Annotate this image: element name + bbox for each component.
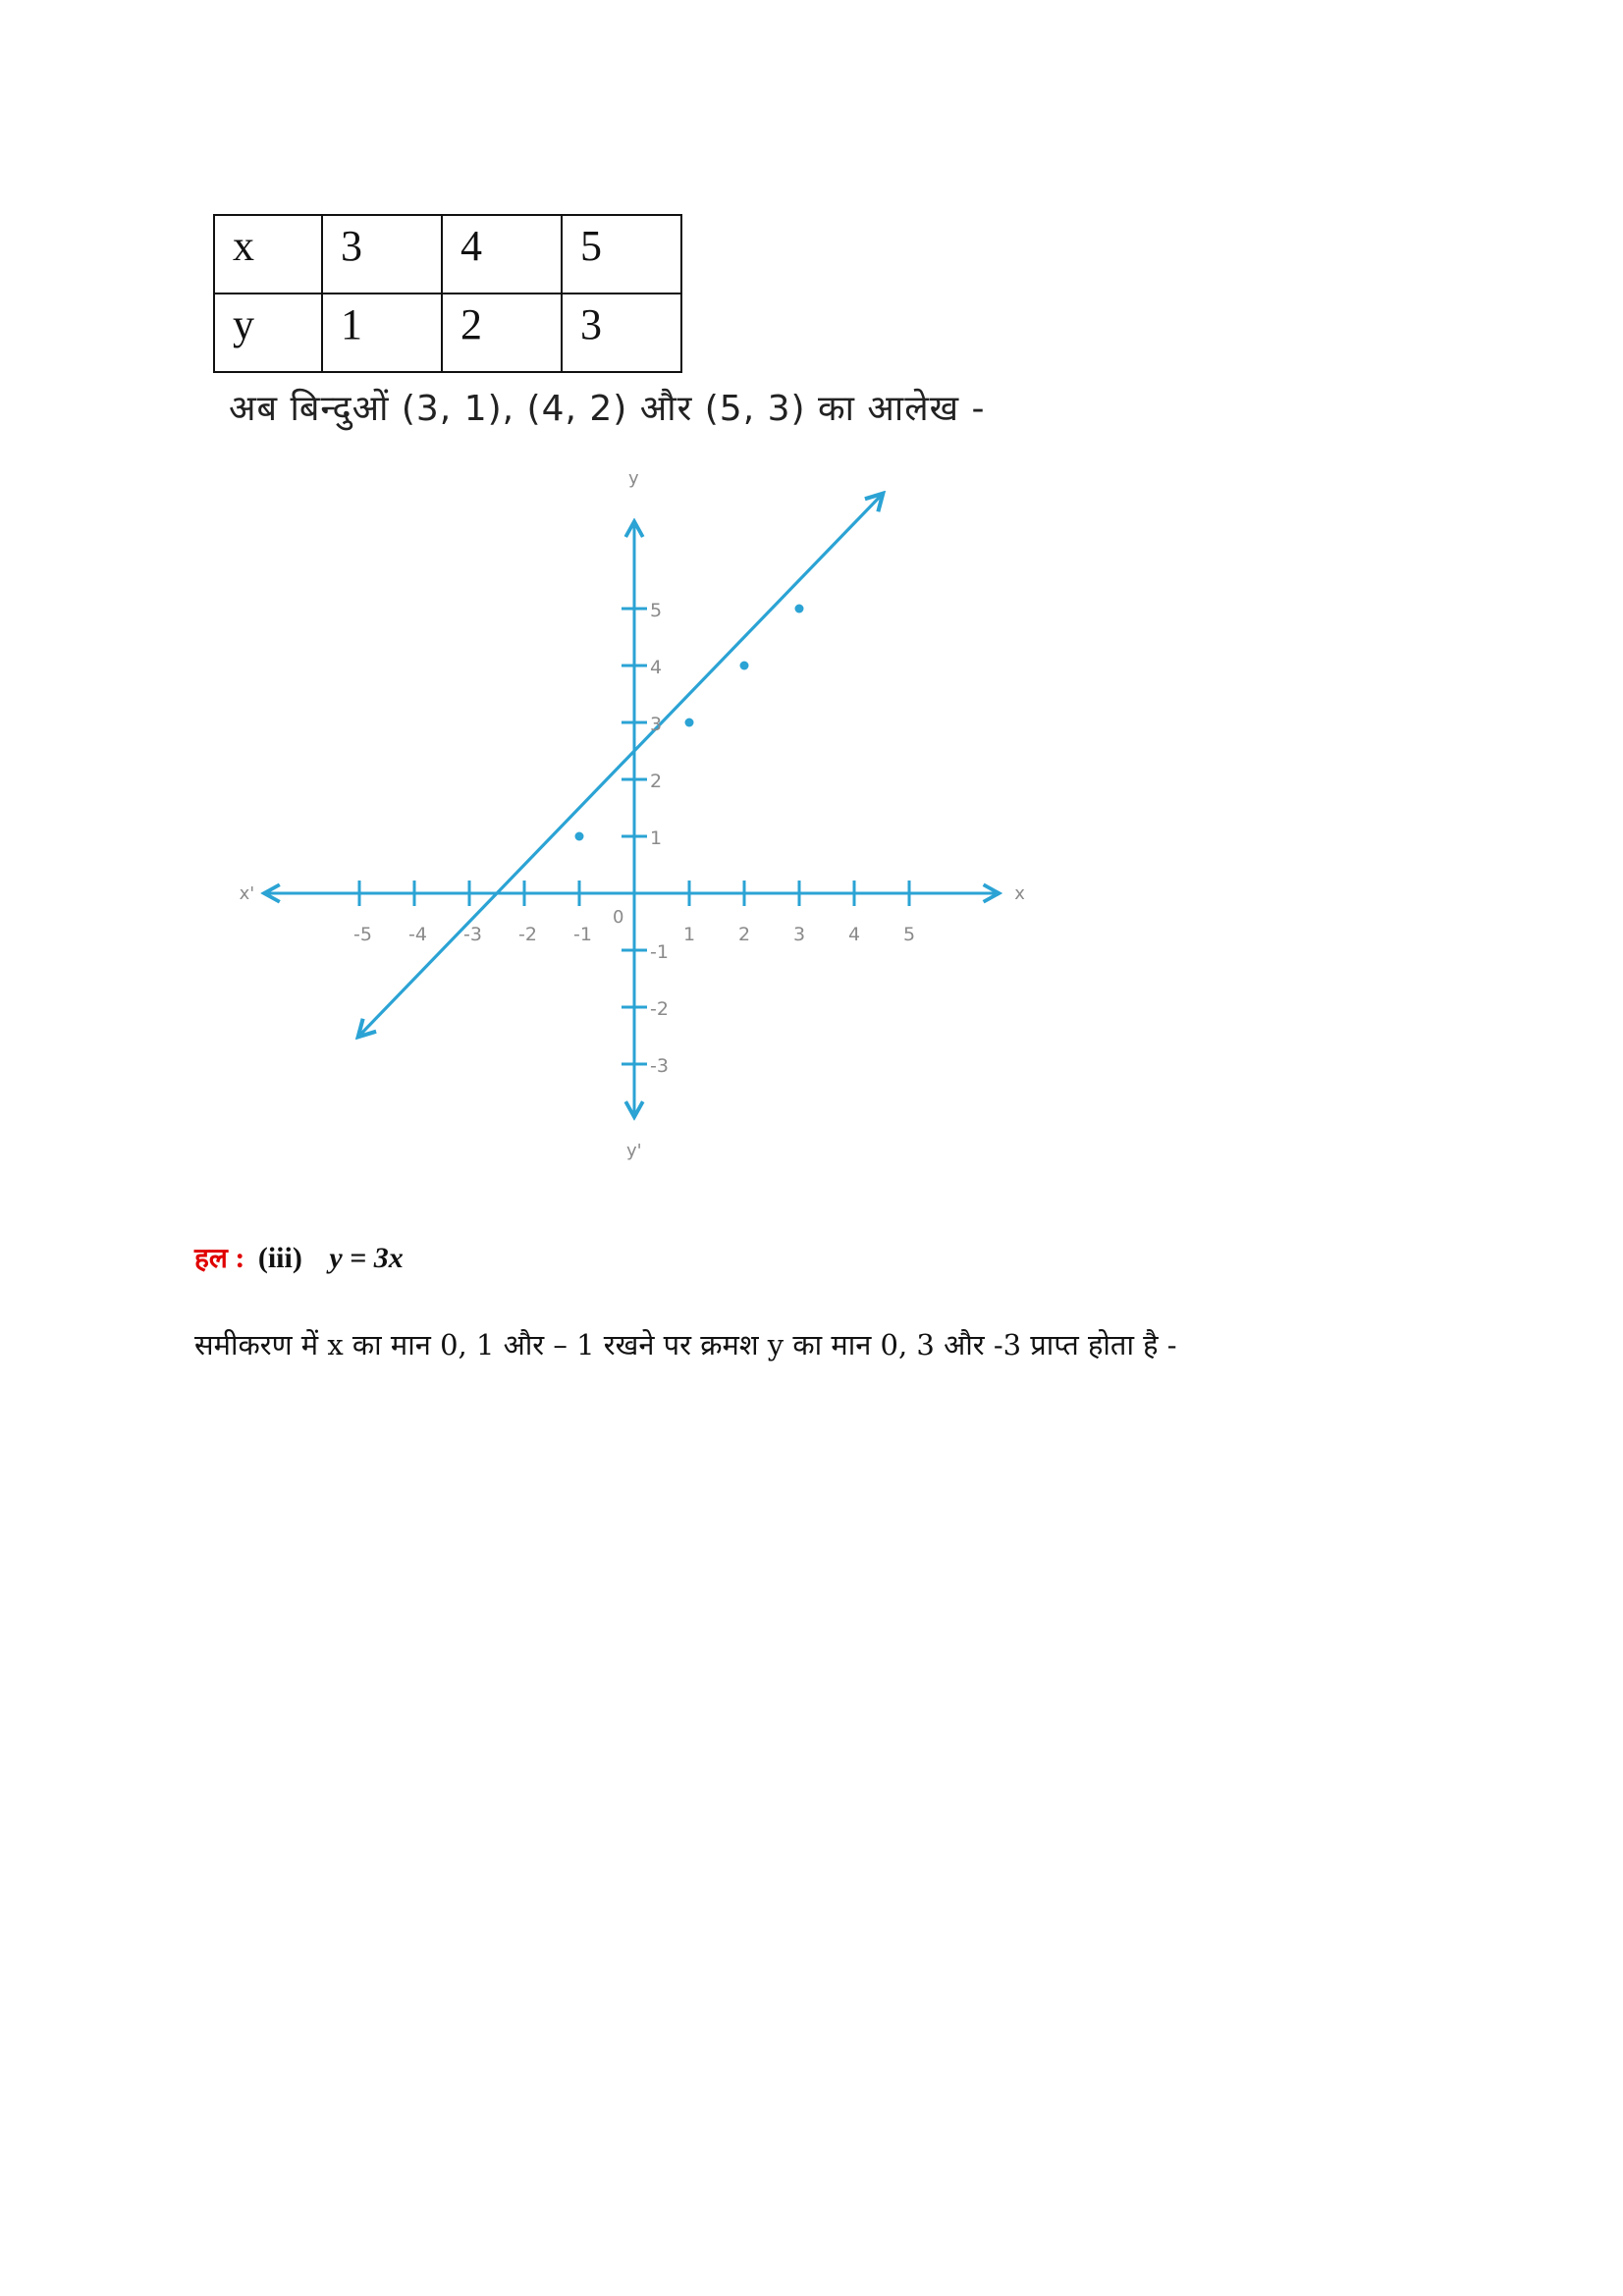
- x-tick-label: 5: [903, 924, 916, 945]
- graph-intro-text: अब बिन्दुओं (3, 1), (4, 2) और (5, 3) का आलेख -: [229, 389, 986, 429]
- series-line: [359, 495, 882, 1036]
- table-cell: 1: [322, 294, 442, 372]
- x-tick-label: 4: [848, 924, 861, 945]
- x-tick-label: -2: [518, 924, 537, 945]
- data-point: [740, 662, 749, 670]
- y-tick-label: 1: [650, 828, 663, 849]
- data-point: [575, 832, 584, 841]
- x-tick-label: -5: [353, 924, 372, 945]
- data-point: [795, 605, 804, 614]
- table-cell: 2: [442, 294, 562, 372]
- y-tick-label: 5: [650, 600, 663, 621]
- y-tick-label: 2: [650, 771, 663, 792]
- x-tick-label: -3: [463, 924, 482, 945]
- x-tick-label: -1: [573, 924, 592, 945]
- solution-sentence: समीकरण में x का मान 0, 1 और – 1 रखने पर क्रमश y का मान 0, 3 और -3 प्राप्त होता है -: [194, 1328, 1177, 1362]
- line-graph: [236, 442, 1041, 1217]
- data-point: [685, 719, 694, 727]
- x-tick-label: 1: [683, 924, 696, 945]
- table-row: [214, 294, 681, 372]
- origin-label: 0: [613, 907, 624, 928]
- x-axis-neg-label: x': [239, 883, 255, 904]
- solution-colon: :: [235, 1242, 245, 1274]
- y-axis-label: y: [628, 468, 639, 489]
- x-tick-label: 3: [793, 924, 806, 945]
- y-tick-label: -3: [650, 1055, 669, 1077]
- y-tick-label: 4: [650, 657, 663, 678]
- y-tick-label: -1: [650, 941, 669, 963]
- table-cell: y: [214, 294, 322, 372]
- x-tick-label: -4: [408, 924, 427, 945]
- solution-heading: [194, 1239, 404, 1276]
- x-tick-label: 2: [738, 924, 751, 945]
- table-cell: 4: [442, 215, 562, 294]
- y-tick-label: 3: [650, 714, 663, 735]
- part-number: (iii): [257, 1242, 302, 1274]
- xy-value-table: [213, 214, 682, 373]
- table-cell: 3: [322, 215, 442, 294]
- table-cell: 5: [562, 215, 681, 294]
- table-cell: 3: [562, 294, 681, 372]
- table-row: [214, 215, 681, 294]
- equation: y = 3x: [329, 1242, 404, 1274]
- solution-label: हल: [194, 1242, 228, 1274]
- y-tick-label: -2: [650, 998, 669, 1020]
- x-axis-label: x: [1014, 883, 1025, 904]
- table-cell: x: [214, 215, 322, 294]
- y-axis-neg-label: y': [626, 1141, 642, 1162]
